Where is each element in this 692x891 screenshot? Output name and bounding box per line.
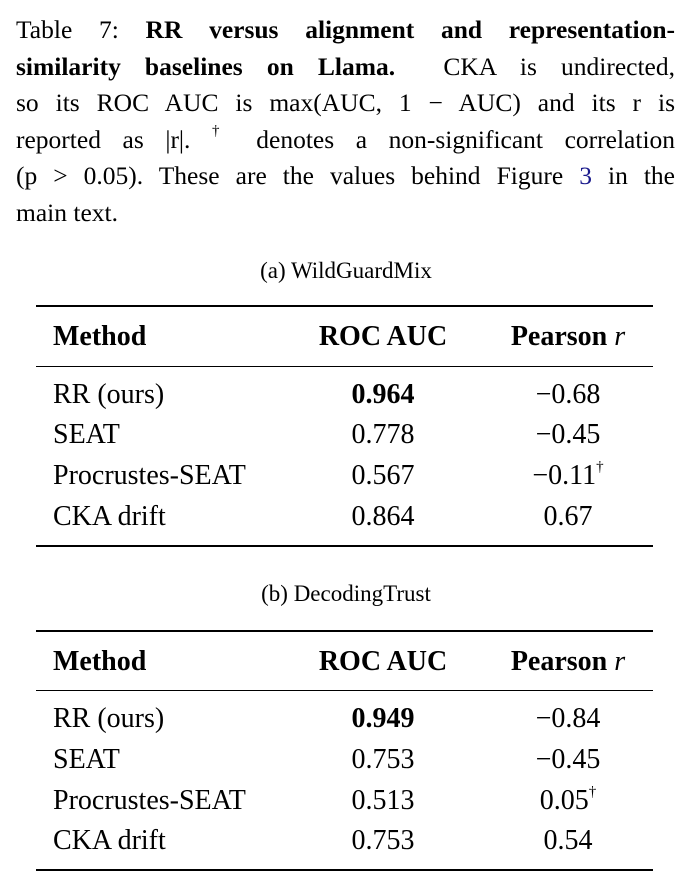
subtable-a bbox=[36, 305, 653, 548]
header-method: Method bbox=[53, 321, 147, 352]
mid-rule bbox=[36, 366, 653, 367]
caption-line-5 bbox=[16, 158, 675, 195]
caption-title-part-1: RR versus alignment and representation- bbox=[145, 15, 675, 44]
row-auc: 0.949 bbox=[351, 703, 415, 734]
row-auc: 0.513 bbox=[351, 785, 415, 816]
row-method: RR (ours) bbox=[53, 379, 165, 410]
caption-line-3 bbox=[16, 85, 675, 122]
row-pearson: 0.67 bbox=[543, 501, 593, 532]
row-pearson: 0.54 bbox=[543, 825, 593, 856]
header-method: Method bbox=[53, 646, 147, 677]
dagger-mark: † bbox=[596, 458, 604, 475]
figure-reference-link[interactable]: 3 bbox=[579, 161, 592, 191]
header-roc-auc: ROC AUC bbox=[318, 321, 448, 352]
caption-line-6 bbox=[16, 195, 675, 232]
caption-text-4b: denotes a non-significant correlation bbox=[256, 124, 676, 154]
row-method: SEAT bbox=[53, 744, 120, 775]
caption-text-4a: reported as |r|. bbox=[16, 124, 191, 154]
header-roc-auc: ROC AUC bbox=[318, 646, 448, 677]
row-pearson: −0.84 bbox=[535, 703, 601, 734]
caption-dagger: † bbox=[212, 123, 235, 140]
bottom-rule bbox=[36, 545, 653, 547]
caption-text-5b: in the bbox=[607, 161, 675, 191]
row-method: RR (ours) bbox=[53, 703, 165, 734]
caption-label: Table 7: bbox=[16, 15, 119, 44]
subtable-b-caption: (b) DecodingTrust bbox=[261, 581, 431, 606]
row-method: Procrustes-SEAT bbox=[53, 460, 246, 491]
caption-text-6: main text. bbox=[16, 197, 118, 227]
row-auc: 0.753 bbox=[351, 825, 415, 856]
header-pearson: Pearson r bbox=[510, 321, 626, 352]
caption-line-4 bbox=[16, 122, 675, 159]
header-pearson: Pearson r bbox=[510, 646, 626, 677]
caption-text-3: so its ROC AUC is max(AUC, 1 − AUC) and its r is bbox=[16, 88, 675, 118]
bottom-rule bbox=[36, 869, 653, 871]
top-rule bbox=[36, 630, 653, 632]
row-auc: 0.964 bbox=[351, 379, 415, 410]
row-method: CKA drift bbox=[53, 501, 166, 532]
subtable-b bbox=[36, 630, 653, 873]
row-auc: 0.864 bbox=[351, 501, 415, 532]
row-auc: 0.753 bbox=[351, 744, 415, 775]
row-pearson: −0.45 bbox=[535, 419, 601, 450]
caption-line-1 bbox=[16, 12, 675, 49]
row-pearson: 0.05† bbox=[539, 783, 597, 816]
row-method: SEAT bbox=[53, 419, 120, 450]
top-rule bbox=[36, 305, 653, 307]
table-caption bbox=[16, 12, 675, 232]
caption-text-2: CKA is undirected, bbox=[443, 51, 675, 81]
mid-rule bbox=[36, 690, 653, 691]
row-pearson: −0.11† bbox=[532, 458, 604, 491]
caption-title-part-2: similarity baselines on Llama. bbox=[16, 51, 396, 81]
row-pearson: −0.68 bbox=[535, 379, 601, 410]
row-auc: 0.778 bbox=[351, 419, 415, 450]
row-auc: 0.567 bbox=[351, 460, 415, 491]
row-method: CKA drift bbox=[53, 825, 166, 856]
dagger-mark: † bbox=[588, 783, 597, 800]
caption-text-5a: (p > 0.05). These are the values behind Figure bbox=[16, 161, 564, 191]
row-method: Procrustes-SEAT bbox=[53, 785, 246, 816]
row-pearson: −0.45 bbox=[535, 744, 601, 775]
subtable-a-caption: (a) WildGuardMix bbox=[260, 258, 432, 283]
caption-line-2 bbox=[16, 49, 675, 86]
